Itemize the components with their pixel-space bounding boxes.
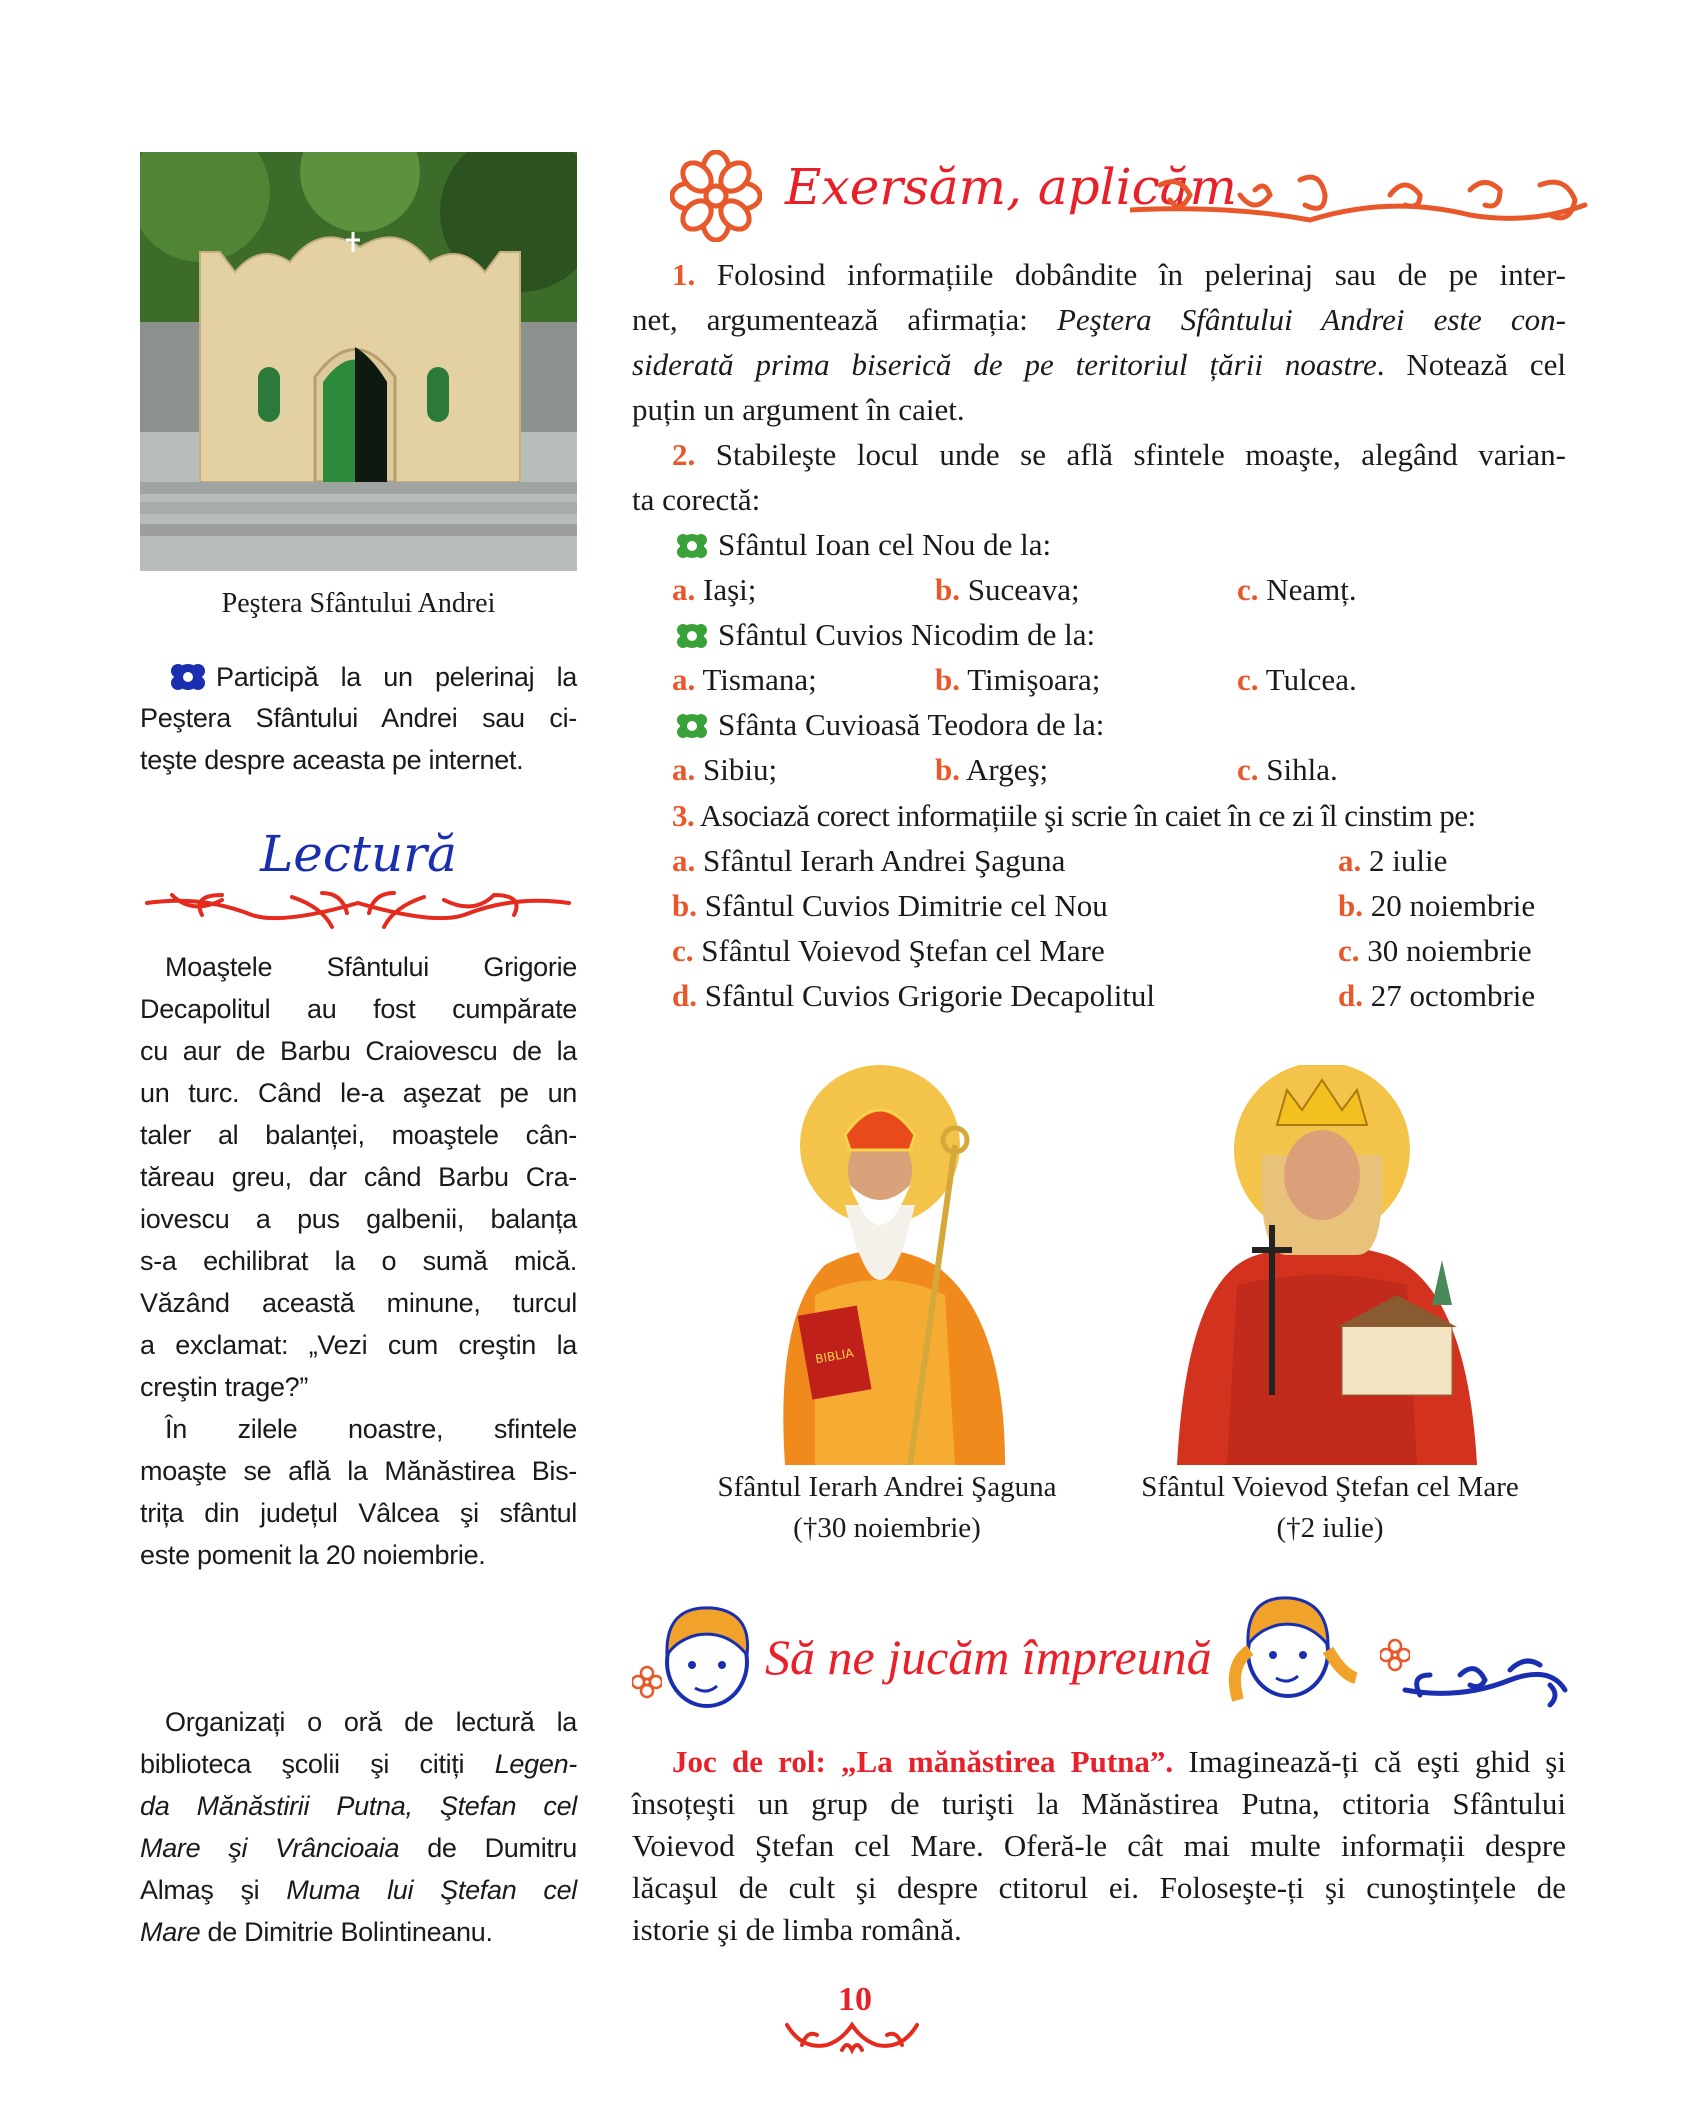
green-flower-icon: [675, 621, 709, 656]
game-line: istorie şi de limba română.: [632, 1912, 962, 1947]
reading-line: cu aur de Barbu Craiovescu de la: [140, 1036, 577, 1066]
option-text: Timişoara;: [967, 662, 1101, 697]
game-line: însoțeşti un grup de turişti la Mănăstirea Putna, ctitoria Sfântului: [632, 1786, 1566, 1821]
reading-line: s-a echilibrat la o sumă mică.: [140, 1246, 577, 1276]
boy-face-icon: [657, 1600, 757, 1715]
date-item: [1338, 886, 1535, 926]
book-title: Mare: [140, 1917, 201, 1947]
blue-flower-icon: [170, 662, 206, 697]
organize-line: [140, 1745, 577, 1783]
option-letter: a.: [672, 572, 696, 607]
answer-option[interactable]: [935, 570, 1080, 610]
option-letter: c.: [1237, 752, 1259, 787]
answer-option[interactable]: [935, 660, 1100, 700]
text: Imaginează-ți că eşti ghid şi: [1173, 1744, 1566, 1779]
reading-line: iovescu a pus galbenii, balanța: [140, 1204, 577, 1234]
text: de Dumitru: [399, 1833, 577, 1863]
item-letter: c.: [1338, 933, 1360, 968]
text: biblioteca şcolii şi citiți: [140, 1749, 495, 1779]
answer-option[interactable]: [672, 750, 777, 790]
option-text: Sibiu;: [703, 752, 778, 787]
option-letter: b.: [935, 662, 960, 697]
task-line: Participă la un pelerinaj la: [216, 662, 577, 692]
option-text: Argeş;: [966, 752, 1049, 787]
option-letter: a.: [672, 662, 696, 697]
saint-name: Sfântul Ierarh Andrei Şaguna: [703, 843, 1066, 878]
reading-line: taler al balanței, moaştele cân-: [140, 1120, 577, 1150]
option-letter: a.: [672, 752, 696, 787]
game-line: [672, 1742, 1566, 1782]
answer-option[interactable]: [1237, 570, 1357, 610]
organize-line: Organizați o oră de lectură la: [165, 1707, 577, 1737]
reading-line: Văzând această minune, turcul: [140, 1288, 577, 1318]
book-title: Muma lui Ştefan cel: [286, 1875, 577, 1905]
reading-line: Moaştele Sfântului Grigorie: [165, 952, 577, 982]
task-line: Peştera Sfântului Andrei sau ci-: [140, 703, 577, 733]
option-letter: c.: [1237, 662, 1259, 697]
saint-item: [672, 886, 1108, 926]
game-line: Voievod Ştefan cel Mare. Oferă-le cât mai multe informații despre: [632, 1828, 1566, 1863]
saint-item: [672, 841, 1065, 881]
q1-line: [632, 300, 1566, 340]
reading-line: este pomenit la 20 noiembrie.: [140, 1540, 486, 1570]
q1-line: [672, 255, 1566, 295]
feast-date: 30 noiembrie: [1367, 933, 1532, 968]
q1-line: [632, 345, 1566, 385]
option-letter: b.: [935, 572, 960, 607]
reading-line: tăreau greu, dar când Barbu Cra-: [140, 1162, 577, 1192]
book-title: Legen-: [494, 1749, 577, 1779]
item-letter: a.: [1338, 843, 1362, 878]
icon-caption-name: Sfântul Ierarh Andrei Şaguna: [717, 1471, 1057, 1503]
text: . Notează cel: [1376, 347, 1566, 382]
text: net, argumentează afirmația:: [632, 302, 1057, 337]
q3-line: [672, 796, 1606, 836]
green-flower-icon: [675, 711, 709, 746]
text: Asociază corect informațiile şi scrie în caiet în ce zi îl cinstim pe:: [699, 798, 1476, 833]
reading-line: un turc. Când le-a aşezat pe un: [140, 1078, 577, 1108]
option-text: Tismana;: [702, 662, 817, 697]
reading-line: În zilele noastre, sfintele: [165, 1414, 577, 1444]
option-text: Sihla.: [1266, 752, 1338, 787]
task-line: teşte despre aceasta pe internet.: [140, 745, 524, 775]
saint-name: Sfântul Voievod Ştefan cel Mare: [701, 933, 1105, 968]
book-label: BIBLIA: [814, 1345, 855, 1367]
saint-name: Sfântul Cuvios Dimitrie cel Nou: [704, 888, 1108, 923]
statement: Peştera Sfântului Andrei este con-: [1056, 302, 1566, 337]
option-text: Suceava;: [967, 572, 1080, 607]
icon-caption-date: (†30 noiembrie): [793, 1512, 981, 1544]
item-letter: a.: [672, 843, 696, 878]
date-item: [1338, 976, 1535, 1016]
statement: siderată prima biserică de pe teritoriul țării noastre: [632, 347, 1377, 382]
answer-option[interactable]: [935, 750, 1048, 790]
q1-line: puțin un argument în caiet.: [632, 392, 965, 427]
reading-line: creştin trage?”: [140, 1372, 309, 1402]
feast-date: 27 octombrie: [1370, 978, 1536, 1013]
saint-prompt: Sfântul Ioan cel Nou de la:: [718, 527, 1052, 562]
exercise-title: Exersăm, aplicăm: [785, 158, 1237, 216]
q2-line: [672, 435, 1566, 475]
date-item: [1338, 931, 1532, 971]
icon-caption-name: Sfântul Voievod Ştefan cel Mare: [1141, 1471, 1519, 1503]
page-number-ornament: [782, 2015, 922, 2060]
orange-swirl-ornament: [1130, 165, 1590, 240]
option-text: Neamț.: [1266, 572, 1357, 607]
green-flower-icon: [675, 531, 709, 566]
organize-line: [140, 1829, 577, 1867]
answer-option[interactable]: [1237, 660, 1357, 700]
item-letter: c.: [672, 933, 694, 968]
saint-prompt: Sfânta Cuvioasă Teodora de la:: [718, 707, 1105, 742]
option-text: Tulcea.: [1265, 662, 1357, 697]
organize-line: da Mănăstirii Putna, Ştefan cel: [140, 1791, 577, 1821]
book-title: Mare şi Vrâncioaia: [140, 1833, 400, 1863]
question-number: 3.: [672, 798, 695, 833]
game-line: lăcaşul de cult şi despre ctitorul ei. Foloseşte-ți şi cunoştințele de: [632, 1870, 1566, 1905]
answer-option[interactable]: [672, 570, 756, 610]
orange-flower-icon: [670, 150, 762, 247]
option-letter: b.: [935, 752, 960, 787]
game-title: Să ne jucăm împreună: [765, 1629, 1212, 1685]
saint-item: [672, 976, 1155, 1016]
reading-line: a exclamat: „Vezi cum creştin la: [140, 1330, 577, 1360]
option-letter: c.: [1237, 572, 1259, 607]
item-letter: d.: [1338, 978, 1363, 1013]
saint-prompt: Sfântul Cuvios Nicodim de la:: [718, 617, 1096, 652]
organize-line: [140, 1871, 577, 1909]
icon-andrei-saguna: [755, 1065, 1021, 1470]
feast-date: 2 iulie: [1369, 843, 1448, 878]
item-letter: b.: [1338, 888, 1363, 923]
text: de Dimitrie Bolintineanu.: [200, 1917, 493, 1947]
date-item: [1338, 841, 1447, 881]
option-text: Iaşi;: [703, 572, 757, 607]
saint-name: Sfântul Cuvios Grigorie Decapolitul: [704, 978, 1156, 1013]
icon-stefan-cel-mare: [1177, 1065, 1484, 1470]
feast-date: 20 noiembrie: [1370, 888, 1536, 923]
text: Almaş şi: [140, 1875, 287, 1905]
item-letter: d.: [672, 978, 697, 1013]
question-number: 2.: [672, 437, 696, 472]
item-letter: b.: [672, 888, 697, 923]
q2-line: ta corectă:: [632, 482, 761, 517]
reading-line: Decapolitul au fost cumpărate: [140, 994, 577, 1024]
answer-option[interactable]: [1237, 750, 1338, 790]
text: Stabileşte locul unde se află sfintele moaşte, alegând varian-: [715, 437, 1567, 472]
reading-line: moaşte se află la Mănăstirea Bis-: [140, 1456, 577, 1486]
icon-caption-date: (†2 iulie): [1276, 1512, 1384, 1544]
cave-photo: [140, 152, 577, 571]
page-number: 10: [838, 1981, 872, 2018]
blue-swirl-ornament: [1400, 1650, 1570, 1715]
reading-title: Lectură: [260, 825, 457, 883]
text: Folosind informațiile dobândite în pelerinaj sau de pe inter-: [716, 257, 1566, 292]
red-ornament-divider: [142, 885, 574, 936]
reading-line: trița din județul Vâlcea şi sfântul: [140, 1498, 577, 1528]
question-number: 1.: [672, 257, 696, 292]
organize-line: [140, 1913, 577, 1951]
girl-face-icon: [1228, 1590, 1358, 1715]
answer-option[interactable]: [672, 660, 817, 700]
role-play-title: Joc de rol: „La mănăstirea Putna”.: [672, 1744, 1174, 1779]
photo-caption: Peştera Sfântului Andrei: [221, 588, 496, 619]
saint-item: [672, 931, 1105, 971]
